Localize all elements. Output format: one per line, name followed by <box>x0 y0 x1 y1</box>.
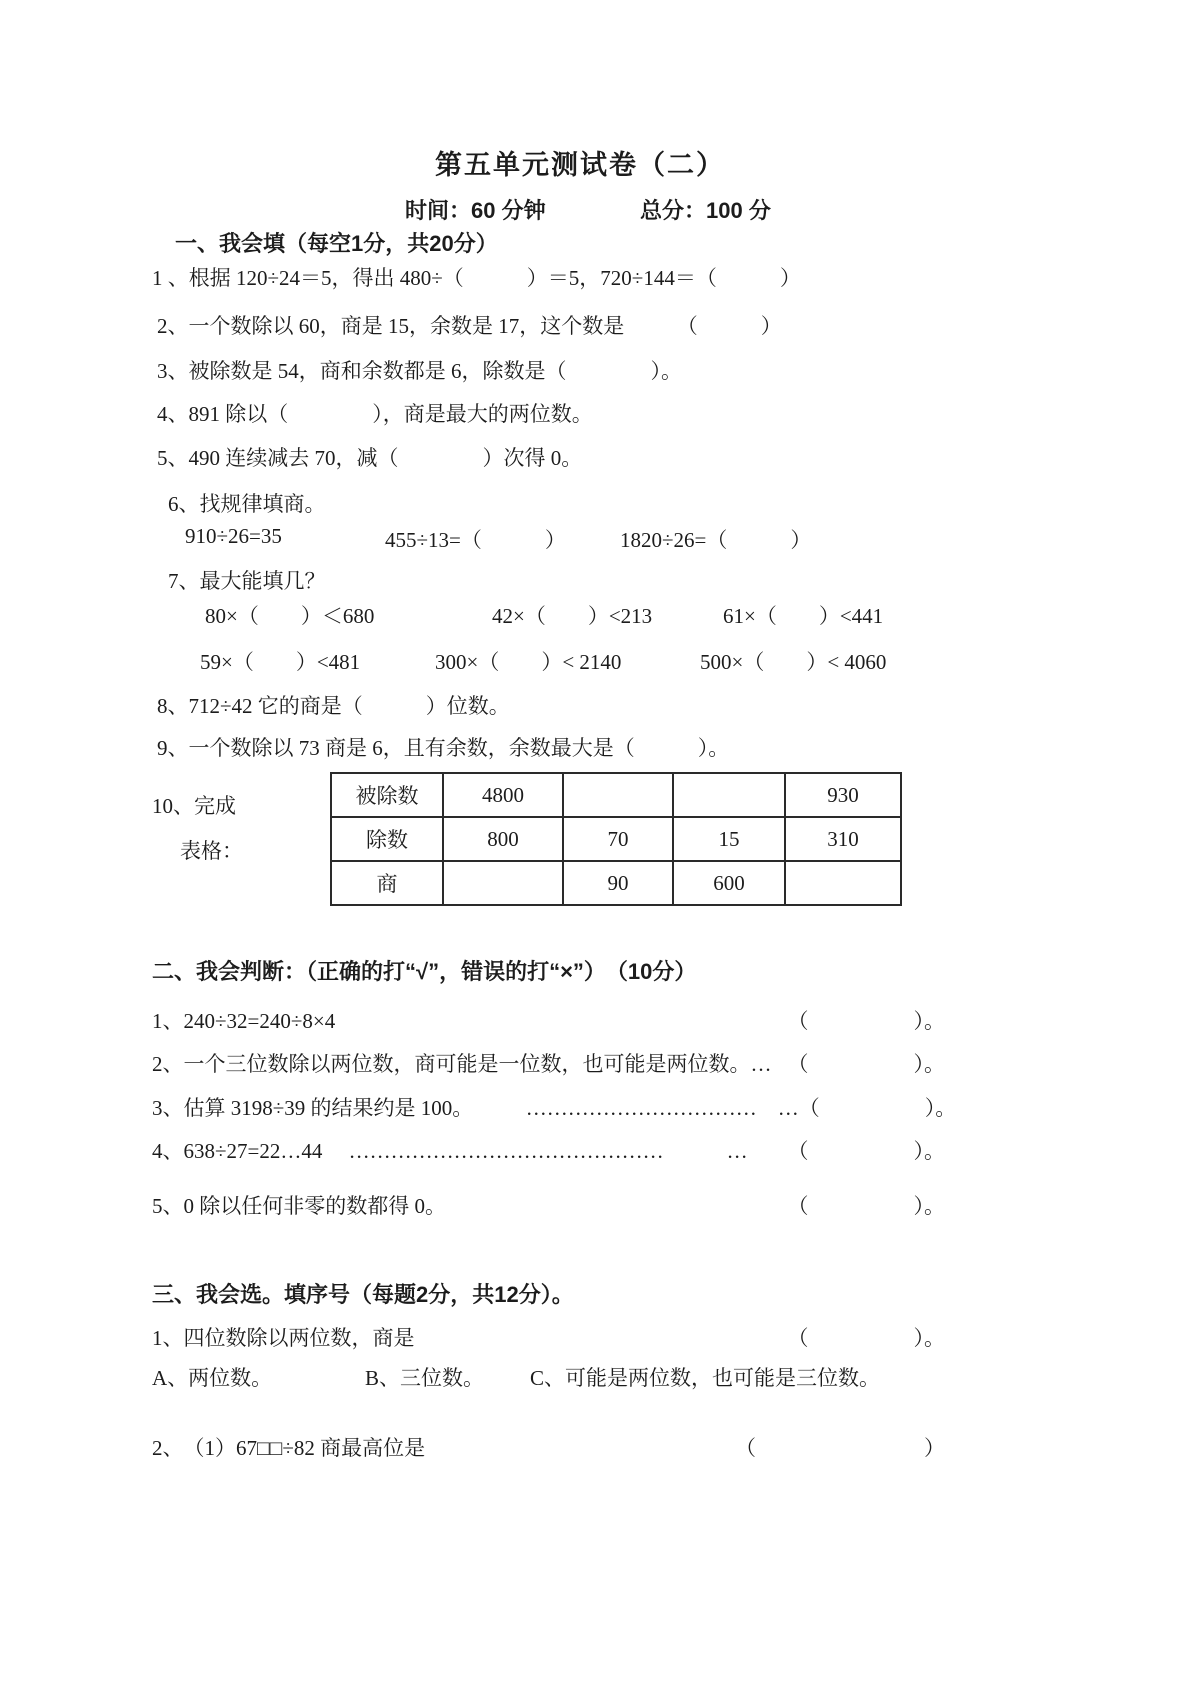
choice-question-1 <box>152 1322 945 1352</box>
question-7-row1-item-1: 80×（ ）＜680 <box>205 604 375 628</box>
answer-blank: （ ）。 <box>787 1139 945 1163</box>
table-cell: 商 <box>331 861 443 905</box>
judge-item-4 <box>152 1135 945 1165</box>
question-9: 9、一个数除以 73 商是 6，且有余数，余数最大是（ ）。 <box>157 736 730 760</box>
section-2-heading: 二、我会判断：（正确的打“√”，错误的打“×”） （10分） <box>152 959 697 984</box>
judge-text: 1、240÷32=240÷8×4 <box>152 1009 336 1033</box>
judge-item-2 <box>152 1048 945 1078</box>
question-3: 3、被除数是 54，商和余数都是 6，除数是（ ）。 <box>157 359 682 383</box>
question-1: 1 、根据 120÷24＝5，得出 480÷（ ）＝5，720÷144＝（ ） <box>152 266 801 290</box>
table-cell: 70 <box>563 817 673 861</box>
table-row-quotient <box>331 861 901 905</box>
question-6-item-3: 1820÷26=（ ） <box>620 528 812 552</box>
judge-text: 4、638÷27=22…44 ……………………………………… … <box>152 1139 748 1163</box>
judge-text: 2、一个三位数除以两位数，商可能是一位数，也可能是两位数。… <box>152 1052 772 1076</box>
choice-question-2 <box>152 1432 945 1462</box>
question-2: 2、一个数除以 60，商是 15，余数是 17，这个数是 （ ） <box>157 314 782 338</box>
meta-score: 总分：100 分 <box>640 198 771 223</box>
judge-item-1 <box>152 1005 945 1035</box>
choice-1-option-c: C、可能是两位数，也可能是三位数。 <box>530 1366 881 1390</box>
table-cell <box>563 773 673 817</box>
table-cell: 310 <box>785 817 901 861</box>
answer-blank: （ ）。 <box>787 1194 945 1218</box>
question-7-row1-item-2: 42×（ ）<213 <box>492 604 653 628</box>
question-6-item-2: 455÷13=（ ） <box>385 528 566 552</box>
judge-item-5 <box>152 1190 945 1220</box>
table-row-dividend <box>331 773 901 817</box>
answer-blank: （ ）。 <box>787 1009 945 1033</box>
table-cell: 4800 <box>443 773 563 817</box>
question-7-row2-item-3: 500×（ ）< 4060 <box>700 650 887 674</box>
question-6-item-1: 910÷26=35 <box>185 524 282 548</box>
judge-item-3 <box>152 1092 957 1122</box>
table-cell: 15 <box>673 817 785 861</box>
choice-1-option-b: B、三位数。 <box>365 1366 485 1390</box>
table-cell: 800 <box>443 817 563 861</box>
table-cell: 除数 <box>331 817 443 861</box>
question-7-row2-item-1: 59×（ ）<481 <box>200 650 361 674</box>
table-cell: 90 <box>563 861 673 905</box>
table-cell: 600 <box>673 861 785 905</box>
section-1-heading: 一、我会填（每空1分，共20分） <box>175 231 498 256</box>
answer-blank: （ ）。 <box>798 1096 957 1120</box>
question-6: 6、找规律填商。 <box>168 492 326 516</box>
table-cell <box>785 861 901 905</box>
choice-text: 1、四位数除以两位数，商是 <box>152 1326 415 1350</box>
page-title: 第五单元测试卷（二） <box>435 150 725 180</box>
table-cell <box>443 861 563 905</box>
table-cell: 930 <box>785 773 901 817</box>
choice-1-option-a: A、两位数。 <box>152 1366 273 1390</box>
meta-time: 时间：60 分钟 <box>405 198 546 223</box>
judge-text: 3、估算 3198÷39 的结果约是 100。 …………………………… … <box>152 1096 799 1120</box>
question-5: 5、490 连续减去 70，减（ ）次得 0。 <box>157 446 583 470</box>
judge-text: 5、0 除以任何非零的数都得 0。 <box>152 1194 446 1218</box>
question-10-label-line1: 10、完成 <box>152 794 236 818</box>
answer-blank: （ ） <box>735 1436 945 1460</box>
table-row-divisor <box>331 817 901 861</box>
question-7: 7、最大能填几？ <box>168 569 326 593</box>
answer-blank: （ ）。 <box>787 1052 945 1076</box>
question-10-label-line2: 表格： <box>180 839 243 863</box>
table-cell <box>673 773 785 817</box>
division-table <box>330 772 902 906</box>
answer-blank: （ ）。 <box>787 1326 945 1350</box>
choice-text: 2、 （1）67□□÷82 商最高位是 <box>152 1436 426 1460</box>
question-4: 4、891 除以（ ），商是最大的两位数。 <box>157 402 593 426</box>
table-cell: 被除数 <box>331 773 443 817</box>
question-7-row2-item-2: 300×（ ）< 2140 <box>435 650 622 674</box>
section-3-heading: 三、我会选。填序号（每题2分，共12分）。 <box>152 1282 574 1307</box>
question-7-row1-item-3: 61×（ ）<441 <box>723 604 884 628</box>
question-8: 8、712÷42 它的商是（ ）位数。 <box>157 694 510 718</box>
